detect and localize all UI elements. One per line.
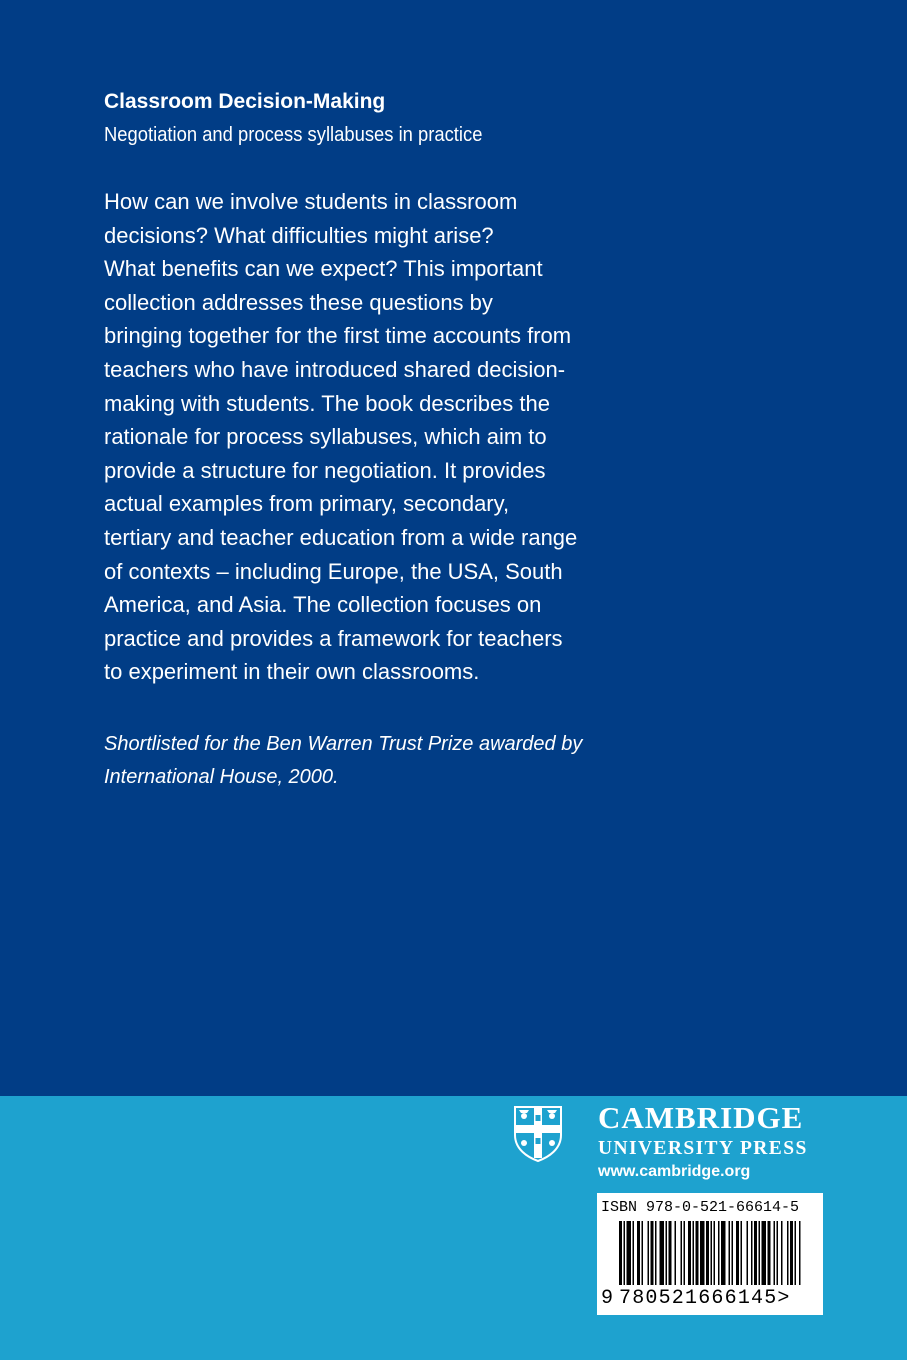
publisher-subname: UNIVERSITY PRESS	[598, 1138, 808, 1159]
book-title: Classroom Decision-Making	[104, 90, 386, 113]
barcode-bar	[684, 1221, 686, 1285]
blurb-line: America, and Asia. The collection focuses on	[104, 592, 542, 618]
barcode-first-digit: 9	[601, 1287, 614, 1310]
barcode-bar	[624, 1221, 626, 1285]
barcode-bar	[718, 1221, 720, 1285]
barcode-bar	[754, 1221, 757, 1285]
barcode-bar	[688, 1221, 691, 1285]
blurb-line: actual examples from primary, secondary,	[104, 491, 510, 517]
barcode-bar	[696, 1221, 699, 1285]
prize-line: Shortlisted for the Ben Warren Trust Prize awarded by	[104, 733, 583, 755]
barcode-bar	[729, 1221, 731, 1285]
blurb-line: What benefits can we expect? This important	[104, 256, 543, 282]
barcode-bar	[762, 1221, 767, 1285]
barcode-bar	[721, 1221, 726, 1285]
barcode-bar	[774, 1221, 776, 1285]
blurb-line: practice and provides a framework for teachers	[104, 625, 563, 651]
barcode-bar	[706, 1221, 709, 1285]
isbn-barcode	[597, 1193, 823, 1315]
publisher-name: CAMBRIDGE	[598, 1100, 804, 1135]
cambridge-crest-icon	[513, 1105, 563, 1163]
book-blurb	[104, 185, 604, 689]
barcode-bar	[675, 1221, 677, 1285]
barcode-bar	[741, 1221, 743, 1285]
blurb-line: making with students. The book describes the	[104, 390, 550, 416]
publisher-website[interactable]: www.cambridge.org	[598, 1163, 751, 1180]
prize-line: International House, 2000.	[104, 766, 339, 788]
barcode-bar	[787, 1221, 789, 1285]
book-subtitle: Negotiation and process syllabuses in practice	[104, 124, 483, 146]
barcode-bar	[747, 1221, 749, 1285]
barcode-bar	[633, 1221, 635, 1285]
blurb-line: rationale for process syllabuses, which aim to	[104, 424, 547, 450]
blurb-line: teachers who have introduced shared decision-	[104, 356, 566, 382]
blurb-line: How can we involve students in classroom	[104, 189, 518, 214]
barcode-bar	[660, 1221, 665, 1285]
barcode-bar	[651, 1221, 654, 1285]
barcode-bar	[777, 1221, 779, 1285]
barcode-bar	[648, 1221, 650, 1285]
barcode-bar	[732, 1221, 734, 1285]
blurb-line: to experiment in their own classrooms.	[104, 659, 480, 685]
blurb-line: provide a structure for negotiation. It provides	[104, 457, 546, 483]
barcode-bar	[627, 1221, 632, 1285]
blurb-line: bringing together for the first time accounts from	[104, 323, 572, 349]
prize-note	[104, 728, 624, 794]
barcode-bar	[693, 1221, 695, 1285]
blurb-line: collection addresses these questions by	[104, 289, 493, 315]
barcode-bar	[700, 1221, 705, 1285]
barcode-bar	[799, 1221, 801, 1285]
barcode-bar	[681, 1221, 683, 1285]
barcode-bar	[655, 1221, 657, 1285]
barcode-bar	[736, 1221, 739, 1285]
barcode-bar	[768, 1221, 771, 1285]
blurb-line: tertiary and teacher education from a wide range	[104, 524, 578, 550]
barcode-bar	[751, 1221, 753, 1285]
blurb-line: of contexts – including Europe, the USA, South	[104, 558, 563, 584]
barcode-bar	[711, 1221, 713, 1285]
barcode-bar	[669, 1221, 672, 1285]
barcode-bar	[642, 1221, 644, 1285]
barcode-bar	[714, 1221, 716, 1285]
barcode-bar	[619, 1221, 622, 1285]
barcode-bar	[759, 1221, 761, 1285]
isbn-label: ISBN 978-0-521-66614-5	[601, 1199, 800, 1216]
barcode-digits: 780521666145>	[619, 1287, 791, 1310]
barcode-bar	[666, 1221, 668, 1285]
barcode-bar	[795, 1221, 797, 1285]
barcode-bar	[637, 1221, 640, 1285]
blurb-line: decisions? What difficulties might arise?	[104, 222, 494, 248]
barcode-bar	[781, 1221, 783, 1285]
barcode-bar	[790, 1221, 793, 1285]
